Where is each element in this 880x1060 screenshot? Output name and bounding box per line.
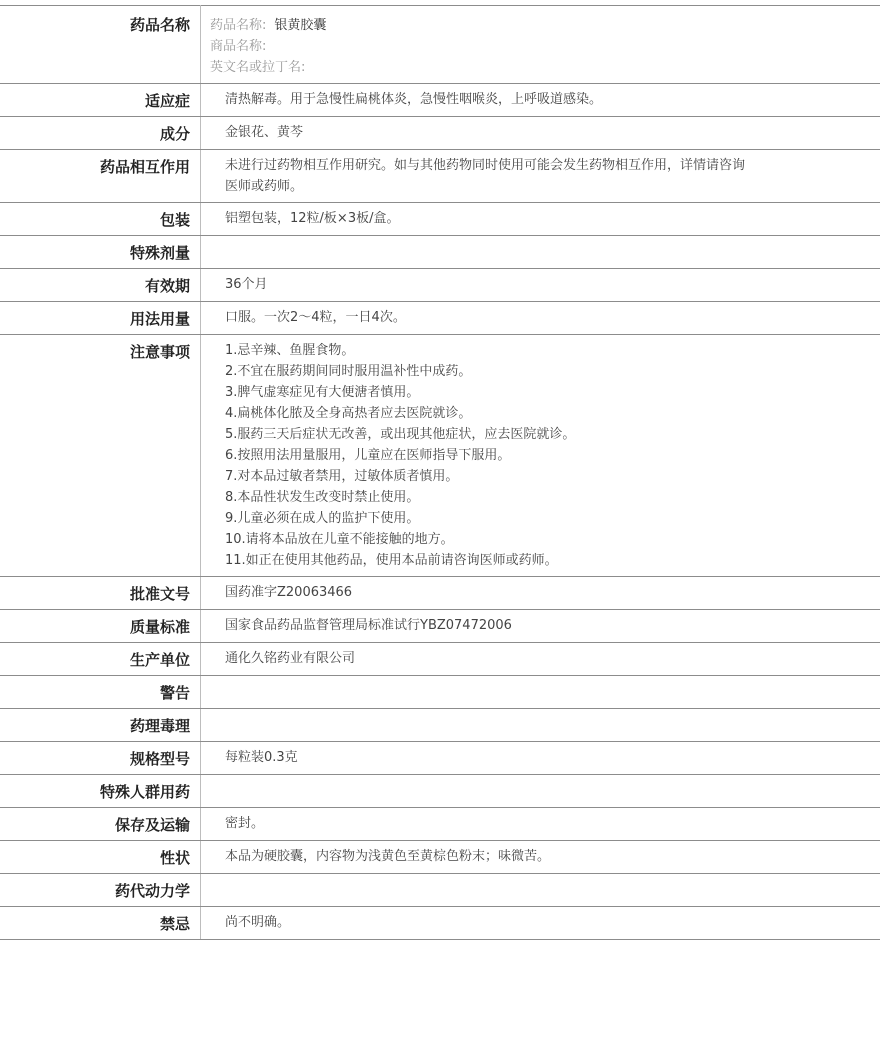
precaution-item: 1.忌辛辣、鱼腥食物。: [225, 343, 355, 358]
special-groups-label: 特殊人群用药: [0, 775, 201, 808]
special-dosage-value: [201, 236, 880, 269]
precaution-item: 5.服药三天后症状无改善，或出现其他症状，应去医院就诊。: [225, 427, 576, 442]
row-usage: [0, 302, 880, 335]
pharmacokinetics-value: [201, 874, 880, 907]
pharmacology-label: 药理毒理: [0, 709, 201, 742]
english-name: [210, 57, 810, 78]
row-interactions: [0, 150, 880, 203]
precaution-item: 7.对本品过敏者禁用，过敏体质者慎用。: [225, 469, 459, 484]
row-shelf-life: [0, 269, 880, 302]
row-specification: [0, 742, 880, 775]
row-contraindications: [0, 907, 880, 940]
row-packaging: [0, 203, 880, 236]
special-groups-value: [201, 775, 880, 808]
indications-label: 适应症: [0, 84, 201, 117]
shelf-life-value: 36个月: [201, 269, 880, 302]
row-approval: [0, 577, 880, 610]
shelf-life-label: 有效期: [0, 269, 201, 302]
generic-name-key: 药品名称:: [210, 18, 267, 33]
english-name-key: 英文名或拉丁名:: [210, 60, 306, 75]
usage-label: 用法用量: [0, 302, 201, 335]
precaution-item: 4.扁桃体化脓及全身高热者应去医院就诊。: [225, 406, 472, 421]
precaution-item: 11.如正在使用其他药品，使用本品前请咨询医师或药师。: [225, 553, 558, 568]
precaution-item: 10.请将本品放在儿童不能接触的地方。: [225, 532, 454, 547]
ingredients-value: 金银花、黄芩: [201, 117, 880, 150]
approval-value: 国药准字Z20063466: [201, 577, 880, 610]
storage-value: 密封。: [201, 808, 880, 841]
row-ingredients: [0, 117, 880, 150]
contraindications-value: 尚不明确。: [201, 907, 880, 940]
quality-standard-label: 质量标准: [0, 610, 201, 643]
description-label: 性状: [0, 841, 201, 874]
indications-value: 清热解毒。用于急慢性扁桃体炎，急慢性咽喉炎，上呼吸道感染。: [201, 84, 880, 117]
pharmacokinetics-label: 药代动力学: [0, 874, 201, 907]
precaution-item: 2.不宜在服药期间同时服用温补性中成药。: [225, 364, 472, 379]
approval-label: 批准文号: [0, 577, 201, 610]
row-description: [0, 841, 880, 874]
row-special-dosage: [0, 236, 880, 269]
warning-label: 警告: [0, 676, 201, 709]
row-pharmacokinetics: [0, 874, 880, 907]
row-precautions: [0, 335, 880, 577]
description-value: 本品为硬胶囊，内容物为浅黄色至黄棕色粉末；味微苦。: [201, 841, 880, 874]
specification-value: 每粒装0.3克: [201, 742, 880, 775]
precaution-item: 8.本品性状发生改变时禁止使用。: [225, 490, 420, 505]
row-warning: [0, 676, 880, 709]
generic-name: [210, 15, 810, 36]
row-special-groups: [0, 775, 880, 808]
interactions-label: 药品相互作用: [0, 150, 201, 203]
drug-spec-sheet: [0, 5, 880, 940]
row-storage: [0, 808, 880, 841]
ingredients-label: 成分: [0, 117, 201, 150]
manufacturer-value: 通化久铭药业有限公司: [201, 643, 880, 676]
packaging-label: 包装: [0, 203, 201, 236]
storage-label: 保存及运输: [0, 808, 201, 841]
specification-label: 规格型号: [0, 742, 201, 775]
contraindications-label: 禁忌: [0, 907, 201, 940]
row-indications: [0, 84, 880, 117]
precautions-label: 注意事项: [0, 335, 201, 577]
generic-name-value: 银黄胶囊: [274, 18, 327, 33]
interactions-line: 未进行过药物相互作用研究。如与其他药物同时使用可能会发生药物相互作用，详情请咨询: [225, 158, 746, 173]
trade-name-key: 商品名称:: [210, 39, 267, 54]
precautions-value: [201, 335, 880, 577]
interactions-line: 医师或药师。: [225, 179, 304, 194]
quality-standard-value: 国家食品药品监督管理局标准试行YBZ07472006: [201, 610, 880, 643]
interactions-value: [201, 150, 880, 203]
row-quality-standard: [0, 610, 880, 643]
drug-name-label: 药品名称: [0, 6, 201, 84]
manufacturer-label: 生产单位: [0, 643, 201, 676]
drug-spec-table: [0, 5, 880, 940]
precaution-item: 6.按照用法用量服用，儿童应在医师指导下服用。: [225, 448, 511, 463]
trade-name: [210, 36, 810, 57]
row-drug-name: [0, 6, 880, 84]
precaution-item: 3.脾气虚寒症见有大便溏者慎用。: [225, 385, 420, 400]
drug-name-value: [201, 6, 880, 84]
packaging-value: 铝塑包装，12粒/板×3板/盒。: [201, 203, 880, 236]
pharmacology-value: [201, 709, 880, 742]
usage-value: 口服。一次2～4粒，一日4次。: [201, 302, 880, 335]
row-manufacturer: [0, 643, 880, 676]
row-pharmacology: [0, 709, 880, 742]
warning-value: [201, 676, 880, 709]
precaution-item: 9.儿童必须在成人的监护下使用。: [225, 511, 420, 526]
special-dosage-label: 特殊剂量: [0, 236, 201, 269]
